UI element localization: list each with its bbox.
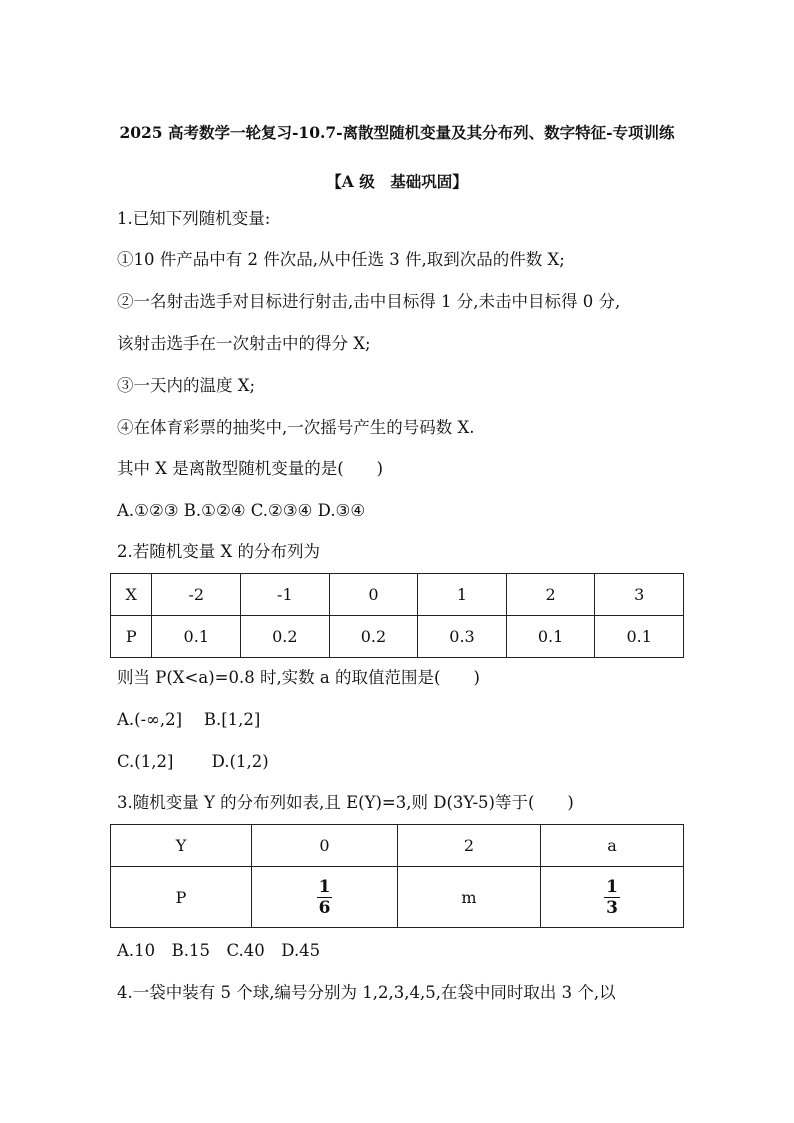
q2-options-line-2: C.(1,2] D.(1,2) [117, 752, 269, 771]
q2-question: 则当 P(X<a)=0.8 时,实数 a 的取值范围是( ) [117, 668, 480, 687]
fraction-denominator: 3 [606, 897, 618, 918]
table-cell: P [111, 616, 152, 658]
table-cell: 0.3 [418, 616, 507, 658]
fraction-one-third [604, 877, 620, 918]
fraction-numerator: 1 [606, 876, 618, 897]
fraction-one-sixth [317, 877, 333, 918]
table-row [111, 825, 684, 867]
q1-item-3: ③一天内的温度 X; [117, 376, 256, 395]
q2-stem: 2.若随机变量 X 的分布列为 [117, 542, 320, 561]
table-cell: -2 [152, 574, 241, 616]
distribution-table-y [110, 824, 684, 928]
table-cell: 0.1 [152, 616, 241, 658]
q1-question: 其中 X 是离散型随机变量的是( ) [117, 459, 384, 478]
table-cell: 0 [252, 825, 398, 867]
table-cell: m [398, 867, 541, 928]
table-cell: 2 [506, 574, 595, 616]
table-cell: 2 [398, 825, 541, 867]
table-cell: 0 [329, 574, 418, 616]
table-row [111, 574, 684, 616]
table-cell: 0.2 [241, 616, 330, 658]
table-cell: a [541, 825, 684, 867]
table-cell: 1 [418, 574, 507, 616]
q1-item-2: ②一名射击选手对目标进行射击,击中目标得 1 分,未击中目标得 0 分, [117, 292, 621, 311]
q1-item-4: ④在体育彩票的抽奖中,一次摇号产生的号码数 X. [117, 418, 475, 437]
table-cell: P [111, 867, 252, 928]
table-cell: 0.1 [595, 616, 684, 658]
q1-item-1: ①10 件产品中有 2 件次品,从中任选 3 件,取到次品的件数 X; [117, 250, 565, 269]
table-cell: -1 [241, 574, 330, 616]
table-cell [252, 867, 398, 928]
q1-options: A.①②③ B.①②④ C.②③④ D.③④ [117, 501, 366, 520]
table-cell: X [111, 574, 152, 616]
fraction-numerator: 1 [318, 876, 331, 897]
table-cell: 0.2 [329, 616, 418, 658]
q3-stem: 3.随机变量 Y 的分布列如表,且 E(Y)=3,则 D(3Y-5)等于( ) [117, 793, 574, 812]
q1-item-2-cont: 该射击选手在一次射击中的得分 X; [117, 334, 371, 353]
fraction-denominator: 6 [318, 897, 331, 918]
document-title: 2025 高考数学一轮复习-10.7-离散型随机变量及其分布列、数字特征-专项训练 [119, 123, 675, 142]
table-cell: 3 [595, 574, 684, 616]
table-row [111, 616, 684, 658]
table-cell: Y [111, 825, 252, 867]
table-row [111, 867, 684, 928]
q1-stem: 1.已知下列随机变量: [117, 209, 271, 228]
table-cell: 0.1 [506, 616, 595, 658]
q4-stem: 4.一袋中装有 5 个球,编号分别为 1,2,3,4,5,在袋中同时取出 3 个,以 [117, 983, 616, 1002]
table-cell [541, 867, 684, 928]
q3-options: A.10 B.15 C.40 D.45 [117, 941, 321, 960]
distribution-table-x [110, 573, 684, 658]
q2-options-line-1: A.(-∞,2] B.[1,2] [117, 710, 261, 729]
section-level-heading: 【A 级 基础巩固】 [326, 172, 468, 191]
